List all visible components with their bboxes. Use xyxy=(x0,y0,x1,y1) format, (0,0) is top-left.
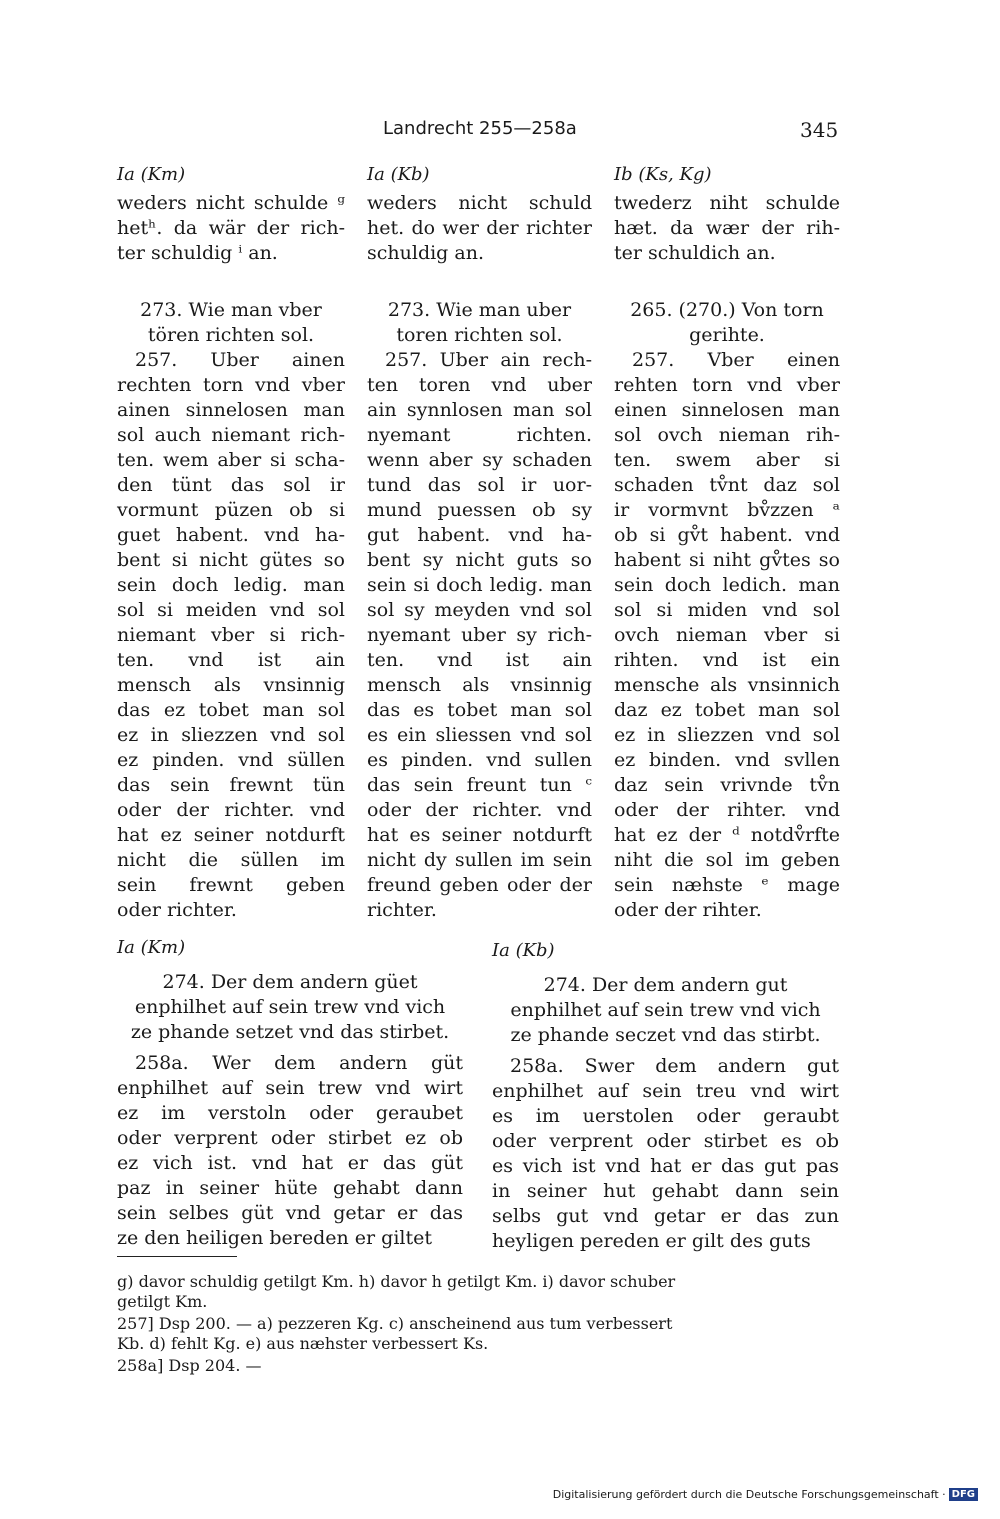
text-line: weders nicht schuld xyxy=(367,192,592,214)
heading-line: 274. Der dem andern güet xyxy=(162,971,418,993)
text-line: daz sein vrivnde tv̊n xyxy=(614,774,840,796)
text-column xyxy=(117,162,345,923)
text-line: ez pinden. vnd süllen xyxy=(117,749,345,771)
running-title: Landrecht 255—258a xyxy=(383,118,577,139)
text-line: weders nicht schulde ᵍ xyxy=(117,192,345,214)
text-line: heyligen pereden er gilt des guts xyxy=(492,1230,811,1252)
text-line: selbs gut vnd getar er das zun xyxy=(492,1205,839,1227)
text-line: nyemant uber sy rich- xyxy=(367,624,592,646)
chapter-heading xyxy=(492,973,839,1048)
text-line: ez im verstoln oder geraubet xyxy=(117,1102,463,1124)
text-line: ez vich ist. vnd hat er das güt xyxy=(117,1152,463,1174)
text-line: ez binden. vnd svllen xyxy=(614,749,840,771)
text-line: den tünt das sol ir xyxy=(117,474,345,496)
text-line: es vich ist vnd hat er das gut pas xyxy=(492,1155,839,1177)
funding-footer xyxy=(553,1488,978,1501)
footnote-rule xyxy=(117,1256,237,1257)
heading-line: enphilhet auf sein trew vnd vich xyxy=(510,999,821,1021)
heading-line: gerihte. xyxy=(689,324,765,346)
chapter-heading xyxy=(117,970,463,1045)
text-line: das sein frewnt tün xyxy=(117,774,345,796)
heading-line: 274. Der dem andern gut xyxy=(543,974,788,996)
text-line: es pinden. vnd sullen xyxy=(367,749,592,771)
text-line: schaden tv̊nt daz sol xyxy=(614,474,840,496)
text-line: enphilhet auf sein treu vnd wirt xyxy=(492,1080,839,1102)
text-line: mensch als vnsinnig xyxy=(367,674,592,696)
heading-line: 273. Wie man vber xyxy=(140,299,322,321)
text-line: enphilhet auf sein trew vnd wirt xyxy=(117,1077,463,1099)
text-column xyxy=(614,162,840,923)
text-line: gut habent. vnd ha- xyxy=(367,524,592,546)
text-line: sein doch ledig. man xyxy=(117,574,345,596)
heading-line: tören richten sol. xyxy=(147,324,315,346)
text-line: rechten torn vnd vber xyxy=(117,374,345,396)
text-line: 257. Vber einen xyxy=(632,349,840,371)
text-line: sein frewnt geben xyxy=(117,874,345,896)
text-line: ez in sliezzen vnd sol xyxy=(117,724,345,746)
text-line: sein næhste ᵉ mage xyxy=(614,874,840,896)
dfg-logo: DFG xyxy=(949,1488,978,1501)
article-body xyxy=(492,1054,839,1254)
text-line: einen sinnelosen man xyxy=(614,399,840,421)
text-line: oder der richter. vnd xyxy=(367,799,592,821)
text-line: ob si gv̊t habent. vnd xyxy=(614,524,840,546)
text-line: het. do wer der richter xyxy=(367,217,592,239)
text-line: hæt. da wær der rih- xyxy=(614,217,840,239)
heading-line: enphilhet auf sein trew vnd vich xyxy=(134,996,446,1018)
text-line: sol auch niemant rich- xyxy=(117,424,345,446)
text-line: freund geben oder der xyxy=(367,874,592,896)
text-line: oder der rihter. vnd xyxy=(614,799,840,821)
text-column xyxy=(367,162,592,923)
text-line: niht die sol im geben xyxy=(614,849,840,871)
chapter-heading xyxy=(117,298,345,348)
text-column xyxy=(117,935,463,1251)
footer-text: Digitalisierung gefördert durch die Deutsche Forschungsgemeinschaft · xyxy=(552,1488,946,1501)
article-body xyxy=(614,348,840,923)
text-line: ter schuldig ⁱ an. xyxy=(117,242,278,264)
text-line: das es tobet man sol xyxy=(367,699,592,721)
text-line: richter. xyxy=(367,899,437,921)
text-column xyxy=(492,938,839,1254)
text-line: rehten torn vnd vber xyxy=(614,374,840,396)
text-line: oder verprent oder stirbet es ob xyxy=(492,1130,839,1152)
page-number: 345 xyxy=(800,118,839,142)
text-line: rihten. vnd ist ein xyxy=(614,649,840,671)
text-line: ten. vnd ist ain xyxy=(117,649,345,671)
text-line: sein si doch ledig. man xyxy=(367,574,592,596)
text-line: mensche als vnsinnich xyxy=(614,674,840,696)
carryover-text xyxy=(614,191,840,266)
text-line: ze den heiligen bereden er giltet xyxy=(117,1227,432,1249)
text-line: nicht die süllen im xyxy=(117,849,345,871)
text-line: schuldig an. xyxy=(367,242,484,264)
text-line: hat ez seiner notdurft xyxy=(117,824,345,846)
text-line: niemant vber si rich- xyxy=(117,624,345,646)
article-body xyxy=(367,348,592,923)
text-line: ain synnlosen man sol xyxy=(367,399,592,421)
text-line: das sein freunt tun ᶜ xyxy=(367,774,592,796)
text-line: in seiner hut gehabt dann sein xyxy=(492,1180,839,1202)
text-line: ainen sinnelosen man xyxy=(117,399,345,421)
heading-line: 273. Wie man uber xyxy=(387,299,572,321)
footnote-line: Kb. d) fehlt Kg. e) aus næhster verbessert Ks. xyxy=(117,1334,489,1353)
footnote-line: getilgt Km. xyxy=(117,1292,208,1311)
text-line: hat ez der ᵈ notdv̊rfte xyxy=(614,824,840,846)
carryover-text xyxy=(117,191,345,266)
text-line: ez in sliezzen vnd sol xyxy=(614,724,840,746)
text-line: es ein sliessen vnd sol xyxy=(367,724,592,746)
text-line: ten. wem aber si scha- xyxy=(117,449,345,471)
text-line: sol sy meyden vnd sol xyxy=(367,599,592,621)
text-line: hetʰ. da wär der rich- xyxy=(117,217,345,239)
article-body xyxy=(117,1051,463,1251)
text-line: es im uerstolen oder geraubt xyxy=(492,1105,839,1127)
chapter-heading xyxy=(367,298,592,348)
text-line: das ez tobet man sol xyxy=(117,699,345,721)
manuscript-siglum: Ia (Km) xyxy=(117,164,186,185)
heading-line: ze phande setzet vnd das stirbet. xyxy=(130,1021,450,1043)
heading-line: toren richten sol. xyxy=(396,324,563,346)
text-line: 258a. Wer dem andern güt xyxy=(135,1052,463,1074)
heading-line: 265. (270.) Von torn xyxy=(630,299,824,321)
chapter-heading xyxy=(614,298,840,348)
text-line: nyemant richten. xyxy=(367,424,592,446)
text-line: 257. Uber ainen xyxy=(135,349,345,371)
text-line: bent sy nicht guts so xyxy=(367,549,592,571)
text-line: sein doch ledich. man xyxy=(614,574,840,596)
text-line: sol ovch nieman rih- xyxy=(614,424,840,446)
footnote-line: 258a] Dsp 204. — xyxy=(117,1356,262,1375)
text-line: tund das sol ir uor- xyxy=(367,474,592,496)
text-line: oder der rihter. xyxy=(614,899,762,921)
footnote-line: g) davor schuldig getilgt Km. h) davor h getilgt Km. i) davor schuber xyxy=(117,1272,676,1291)
text-line: ten. swem aber si xyxy=(614,449,840,471)
text-line: wenn aber sy schaden xyxy=(367,449,592,471)
text-line: sol si miden vnd sol xyxy=(614,599,840,621)
manuscript-siglum: Ia (Kb) xyxy=(367,164,430,185)
text-line: oder verprent oder stirbet ez ob xyxy=(117,1127,463,1149)
text-line: bent si nicht gütes so xyxy=(117,549,345,571)
text-line: 257. Uber ain rech- xyxy=(385,349,592,371)
text-line: guet habent. vnd ha- xyxy=(117,524,345,546)
text-line: ter schuldich an. xyxy=(614,242,776,264)
text-line: hat es seiner notdurft xyxy=(367,824,592,846)
manuscript-siglum: Ia (Km) xyxy=(117,937,186,958)
text-line: twederz niht schulde xyxy=(614,192,840,214)
article-body xyxy=(117,348,345,923)
footnote-line: 257] Dsp 200. — a) pezzeren Kg. c) anscheinend aus tum verbessert xyxy=(117,1314,673,1333)
heading-line: ze phande seczet vnd das stirbt. xyxy=(510,1024,821,1046)
text-line: ovch nieman vber si xyxy=(614,624,840,646)
text-line: nicht dy sullen im sein xyxy=(367,849,592,871)
text-line: ten. vnd ist ain xyxy=(367,649,592,671)
text-line: sol si meiden vnd sol xyxy=(117,599,345,621)
text-line: paz in seiner hüte gehabt dann xyxy=(117,1177,463,1199)
text-line: habent si niht gv̊tes so xyxy=(614,549,840,571)
manuscript-siglum: Ia (Kb) xyxy=(492,940,555,961)
carryover-text xyxy=(367,191,592,266)
text-line: 258a. Swer dem andern gut xyxy=(510,1055,839,1077)
text-line: mensch als vnsinnig xyxy=(117,674,345,696)
text-line: ten toren vnd uber xyxy=(367,374,592,396)
text-line: oder der richter. vnd xyxy=(117,799,345,821)
text-line: vormunt püzen ob si xyxy=(117,499,345,521)
text-line: mund puessen ob sy xyxy=(367,499,592,521)
text-line: sein selbes güt vnd getar er das xyxy=(117,1202,463,1224)
text-line: oder richter. xyxy=(117,899,237,921)
text-line: ir vormvnt bv̊zzen ᵃ xyxy=(614,499,840,521)
manuscript-siglum: Ib (Ks, Kg) xyxy=(614,164,712,185)
text-line: daz ez tobet man sol xyxy=(614,699,840,721)
